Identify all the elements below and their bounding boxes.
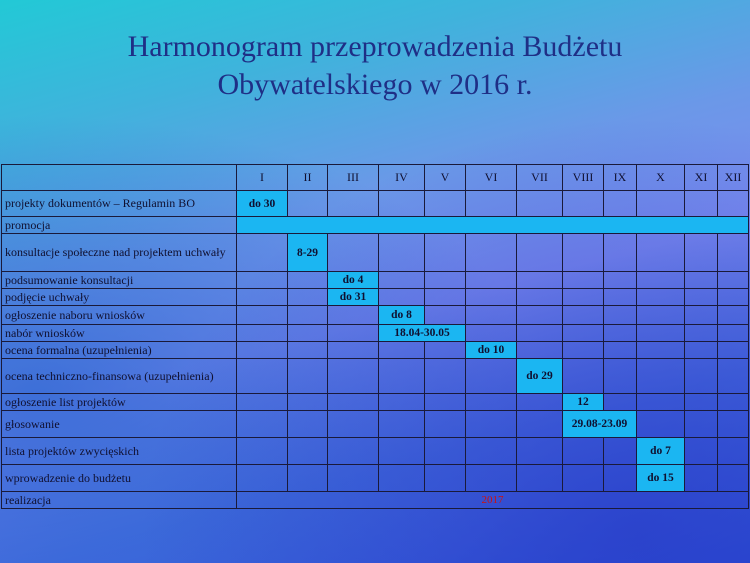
empty-cell xyxy=(637,234,685,272)
empty-cell xyxy=(379,191,425,217)
empty-cell xyxy=(517,411,563,438)
empty-cell xyxy=(637,359,685,394)
empty-cell xyxy=(425,272,466,289)
empty-cell xyxy=(288,359,328,394)
task-name-cell: ogłoszenie list projektów xyxy=(2,394,237,411)
empty-cell xyxy=(237,234,288,272)
milestone-cell: 8-29 xyxy=(288,234,328,272)
milestone-cell: do 7 xyxy=(637,438,685,465)
schedule-row xyxy=(2,306,749,325)
empty-cell xyxy=(379,289,425,306)
empty-cell xyxy=(718,411,749,438)
empty-cell xyxy=(685,289,718,306)
empty-cell xyxy=(718,342,749,359)
empty-cell xyxy=(328,191,379,217)
milestone-cell: 12 xyxy=(563,394,604,411)
empty-cell xyxy=(237,411,288,438)
realization-cell: 2017 xyxy=(237,492,749,509)
empty-cell xyxy=(328,359,379,394)
empty-cell xyxy=(563,191,604,217)
empty-cell xyxy=(466,394,517,411)
empty-cell xyxy=(466,191,517,217)
empty-cell xyxy=(237,359,288,394)
schedule-row xyxy=(2,359,749,394)
month-header-1: I xyxy=(237,165,288,191)
empty-cell xyxy=(288,272,328,289)
empty-cell xyxy=(718,438,749,465)
empty-cell xyxy=(425,234,466,272)
empty-cell xyxy=(563,342,604,359)
empty-cell xyxy=(604,438,637,465)
header-corner-cell xyxy=(2,165,237,191)
empty-cell xyxy=(237,272,288,289)
empty-cell xyxy=(718,306,749,325)
empty-cell xyxy=(466,325,517,342)
empty-cell xyxy=(379,438,425,465)
empty-cell xyxy=(718,289,749,306)
task-name-cell: konsultacje społeczne nad projektem uchwały xyxy=(2,234,237,272)
empty-cell xyxy=(425,191,466,217)
empty-cell xyxy=(517,394,563,411)
empty-cell xyxy=(563,465,604,492)
slide-title-line-2: Obywatelskiego w 2016 r. xyxy=(217,68,533,101)
task-name-cell: wprowadzenie do budżetu xyxy=(2,465,237,492)
empty-cell xyxy=(328,411,379,438)
empty-cell xyxy=(604,325,637,342)
task-name-cell: promocja xyxy=(2,217,237,234)
empty-cell xyxy=(288,191,328,217)
milestone-cell: do 30 xyxy=(237,191,288,217)
milestone-cell: do 10 xyxy=(466,342,517,359)
schedule-row xyxy=(2,272,749,289)
empty-cell xyxy=(288,438,328,465)
task-name-cell: podsumowanie konsultacji xyxy=(2,272,237,289)
empty-cell xyxy=(466,234,517,272)
empty-cell xyxy=(237,394,288,411)
month-header-10: X xyxy=(637,165,685,191)
empty-cell xyxy=(637,191,685,217)
empty-cell xyxy=(379,272,425,289)
empty-cell xyxy=(718,325,749,342)
empty-cell xyxy=(604,394,637,411)
empty-cell xyxy=(466,289,517,306)
empty-cell xyxy=(425,394,466,411)
empty-cell xyxy=(637,411,685,438)
schedule-row xyxy=(2,289,749,306)
empty-cell xyxy=(288,411,328,438)
empty-cell xyxy=(604,289,637,306)
empty-cell xyxy=(466,411,517,438)
empty-cell xyxy=(517,342,563,359)
empty-cell xyxy=(425,465,466,492)
month-header-7: VII xyxy=(517,165,563,191)
slide-title-line-1: Harmonogram przeprowadzenia Budżetu xyxy=(127,30,623,63)
empty-cell xyxy=(563,359,604,394)
empty-cell xyxy=(517,191,563,217)
empty-cell xyxy=(718,191,749,217)
schedule-row xyxy=(2,492,749,509)
milestone-cell: 29.08-23.09 xyxy=(563,411,637,438)
empty-cell xyxy=(517,289,563,306)
milestone-cell: do 15 xyxy=(637,465,685,492)
schedule-row xyxy=(2,234,749,272)
empty-cell xyxy=(685,325,718,342)
empty-cell xyxy=(288,325,328,342)
empty-cell xyxy=(517,272,563,289)
task-name-cell: głosowanie xyxy=(2,411,237,438)
empty-cell xyxy=(288,289,328,306)
empty-cell xyxy=(563,234,604,272)
empty-cell xyxy=(328,325,379,342)
empty-cell xyxy=(288,342,328,359)
empty-cell xyxy=(685,359,718,394)
empty-cell xyxy=(328,438,379,465)
schedule-row xyxy=(2,465,749,492)
empty-cell xyxy=(328,234,379,272)
empty-cell xyxy=(685,411,718,438)
task-name-cell: lista projektów zwycięskich xyxy=(2,438,237,465)
task-name-cell: nabór wniosków xyxy=(2,325,237,342)
empty-cell xyxy=(379,342,425,359)
empty-cell xyxy=(237,465,288,492)
empty-cell xyxy=(237,325,288,342)
empty-cell xyxy=(718,234,749,272)
empty-cell xyxy=(328,465,379,492)
task-name-cell: ogłoszenie naboru wniosków xyxy=(2,306,237,325)
schedule-row xyxy=(2,438,749,465)
month-header-6: VI xyxy=(466,165,517,191)
empty-cell xyxy=(379,465,425,492)
month-header-9: IX xyxy=(604,165,637,191)
month-header-4: IV xyxy=(379,165,425,191)
empty-cell xyxy=(425,306,466,325)
schedule-row xyxy=(2,342,749,359)
empty-cell xyxy=(517,438,563,465)
empty-cell xyxy=(237,438,288,465)
empty-cell xyxy=(604,191,637,217)
empty-cell xyxy=(604,272,637,289)
empty-cell xyxy=(517,234,563,272)
month-header-3: III xyxy=(328,165,379,191)
empty-cell xyxy=(718,272,749,289)
empty-cell xyxy=(288,306,328,325)
empty-cell xyxy=(466,272,517,289)
empty-cell xyxy=(379,394,425,411)
schedule-table xyxy=(1,164,749,509)
empty-cell xyxy=(718,465,749,492)
empty-cell xyxy=(425,359,466,394)
empty-cell xyxy=(466,306,517,325)
empty-cell xyxy=(637,325,685,342)
empty-cell xyxy=(379,234,425,272)
empty-cell xyxy=(563,306,604,325)
task-name-cell: podjęcie uchwały xyxy=(2,289,237,306)
empty-cell xyxy=(637,306,685,325)
task-name-cell: ocena techniczno-finansowa (uzupełnienia) xyxy=(2,359,237,394)
schedule-row xyxy=(2,217,749,234)
schedule-row xyxy=(2,394,749,411)
milestone-cell: do 29 xyxy=(517,359,563,394)
empty-cell xyxy=(604,342,637,359)
empty-cell xyxy=(685,191,718,217)
empty-cell xyxy=(563,289,604,306)
empty-cell xyxy=(563,438,604,465)
empty-cell xyxy=(637,394,685,411)
promotion-bar xyxy=(237,217,749,234)
schedule-row xyxy=(2,325,749,342)
schedule-row xyxy=(2,411,749,438)
empty-cell xyxy=(237,306,288,325)
empty-cell xyxy=(685,465,718,492)
empty-cell xyxy=(604,359,637,394)
empty-cell xyxy=(517,306,563,325)
month-header-12: XII xyxy=(718,165,749,191)
empty-cell xyxy=(466,465,517,492)
empty-cell xyxy=(637,289,685,306)
empty-cell xyxy=(237,289,288,306)
empty-cell xyxy=(637,272,685,289)
empty-cell xyxy=(563,325,604,342)
empty-cell xyxy=(288,465,328,492)
slide-title xyxy=(0,28,750,104)
empty-cell xyxy=(379,359,425,394)
empty-cell xyxy=(466,438,517,465)
empty-cell xyxy=(685,272,718,289)
empty-cell xyxy=(425,342,466,359)
empty-cell xyxy=(604,465,637,492)
empty-cell xyxy=(718,359,749,394)
empty-cell xyxy=(425,289,466,306)
empty-cell xyxy=(466,359,517,394)
empty-cell xyxy=(685,438,718,465)
month-header-2: II xyxy=(288,165,328,191)
empty-cell xyxy=(685,394,718,411)
empty-cell xyxy=(563,272,604,289)
empty-cell xyxy=(328,306,379,325)
empty-cell xyxy=(685,234,718,272)
header-row xyxy=(2,165,749,191)
empty-cell xyxy=(685,342,718,359)
month-header-11: XI xyxy=(685,165,718,191)
empty-cell xyxy=(288,394,328,411)
empty-cell xyxy=(328,342,379,359)
task-name-cell: realizacja xyxy=(2,492,237,509)
milestone-cell: do 31 xyxy=(328,289,379,306)
empty-cell xyxy=(604,306,637,325)
empty-cell xyxy=(517,325,563,342)
milestone-cell: do 4 xyxy=(328,272,379,289)
schedule-body xyxy=(2,165,749,509)
empty-cell xyxy=(604,234,637,272)
empty-cell xyxy=(379,411,425,438)
empty-cell xyxy=(517,465,563,492)
task-name-cell: ocena formalna (uzupełnienia) xyxy=(2,342,237,359)
schedule-row xyxy=(2,191,749,217)
empty-cell xyxy=(637,342,685,359)
empty-cell xyxy=(237,342,288,359)
task-name-cell: projekty dokumentów – Regulamin BO xyxy=(2,191,237,217)
milestone-cell: 18.04-30.05 xyxy=(379,325,466,342)
empty-cell xyxy=(425,438,466,465)
month-header-8: VIII xyxy=(563,165,604,191)
milestone-cell: do 8 xyxy=(379,306,425,325)
empty-cell xyxy=(718,394,749,411)
month-header-5: V xyxy=(425,165,466,191)
empty-cell xyxy=(425,411,466,438)
empty-cell xyxy=(328,394,379,411)
empty-cell xyxy=(685,306,718,325)
